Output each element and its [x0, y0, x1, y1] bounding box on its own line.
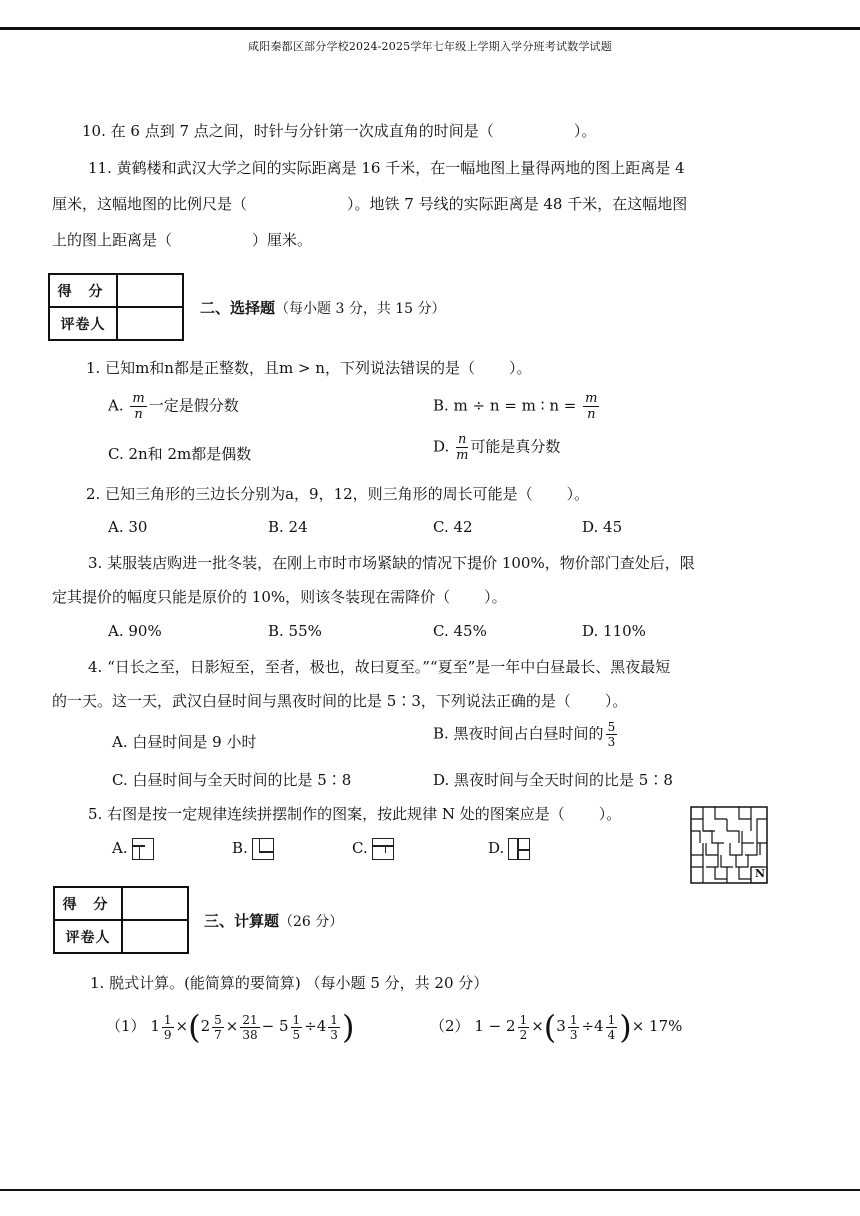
whole: 4: [316, 1017, 327, 1035]
numerator: 1: [607, 1012, 616, 1027]
mc-q5-option-d[interactable]: [488, 838, 530, 860]
mc-q4-option-b[interactable]: [433, 721, 619, 748]
mc-q3-option-b[interactable]: B. 55%: [268, 622, 322, 640]
denominator: n: [587, 407, 596, 422]
fraction: [583, 392, 599, 421]
q11-text-c: 上的图上距离是（: [52, 231, 173, 249]
section3-note: （26 分）: [279, 914, 344, 930]
tile-pattern-b-icon: [252, 838, 274, 860]
numerator: 1: [163, 1012, 172, 1027]
mc-q5-option-b[interactable]: [232, 838, 274, 860]
fraction: [240, 1014, 259, 1041]
operator: ÷: [581, 1017, 595, 1035]
mc-q1-text: 1. 已知m和n都是正整数，且m > n，下列说法错误的是（: [86, 359, 475, 377]
mc-q1-option-b[interactable]: [433, 392, 601, 421]
mc-q3-option-d[interactable]: D. 110%: [582, 622, 646, 640]
mc-q3-option-c[interactable]: C. 45%: [433, 622, 487, 640]
mc-q4-text: 的一天。这一天，武汉白昼时间与黑夜时间的比是 5∶3，下列说法正确的是（: [52, 692, 571, 710]
mc-q5-text: 5. 右图是按一定规律连续拼摆制作的图案，按此规律 N 处的图案应是（: [88, 805, 565, 823]
grader-cell[interactable]: [117, 307, 183, 340]
numerator: m: [132, 391, 145, 406]
denominator: 9: [163, 1027, 172, 1042]
denominator: n: [134, 407, 143, 422]
fraction: [568, 1014, 580, 1041]
question-11-line3: [52, 229, 312, 250]
mc-q5-option-a[interactable]: [112, 838, 154, 860]
score-cell[interactable]: [117, 274, 183, 307]
denominator: 3: [607, 735, 616, 749]
denominator: 38: [242, 1027, 258, 1042]
fraction: [328, 1014, 340, 1041]
mc-q5-stem: [88, 803, 621, 824]
q11-text-d: ）厘米。: [252, 231, 313, 249]
problem-label: （2）: [430, 1017, 470, 1035]
section2-heading: 二、选择题: [200, 299, 276, 317]
tile-pattern-d-icon: [508, 838, 530, 860]
operator: ×: [175, 1017, 189, 1035]
mc-q3-line1: 3. 某服装店购进一批冬装，在刚上市时市场紧缺的情况下提价 100%，物价部门查处后，限: [88, 554, 695, 572]
section3-score-box: [53, 886, 189, 954]
fraction: [518, 1014, 530, 1041]
problem-label: （1）: [106, 1017, 146, 1035]
operator: −: [261, 1017, 275, 1035]
mc-q4-option-d[interactable]: D. 黑夜时间与全天时间的比是 5∶8: [433, 771, 673, 789]
denominator: 3: [569, 1027, 578, 1042]
option-label: C.: [352, 839, 368, 857]
calc-problem-1: [106, 1008, 354, 1046]
right-paren: ): [341, 1008, 355, 1046]
numerator: n: [458, 432, 467, 447]
whole: 4: [594, 1017, 604, 1035]
mc-q3-option-a[interactable]: A. 90%: [108, 622, 162, 640]
mc-q4-line1: 4. “日长之至，日影短至，至者，极也，故曰夏至。”“夏至”是一年中白昼最长、黑夜最短: [88, 658, 671, 676]
denominator: 5: [292, 1027, 301, 1042]
operator: −: [488, 1017, 502, 1035]
option-text: B. 黑夜时间占白昼时间的: [433, 724, 604, 743]
grader-label: 评卷人: [49, 307, 117, 340]
calc-q1-instructions: 1. 脱式计算。(能简算的要简算) （每小题 5 分，共 20 分）: [90, 974, 489, 992]
mc-q2-option-b[interactable]: B. 24: [268, 518, 308, 536]
page-header: 咸阳秦都区部分学校2024-2025学年七年级上学期入学分班考试数学试题: [248, 40, 612, 53]
fraction: [212, 1014, 224, 1041]
grader-cell[interactable]: [122, 920, 188, 953]
option-text: 一定是假分数: [148, 396, 239, 415]
mc-q1-end: ）。: [508, 359, 532, 377]
numerator: 5: [214, 1012, 222, 1027]
mc-q4-end: ）。: [604, 692, 628, 710]
denominator: 2: [519, 1027, 528, 1042]
denominator: 3: [330, 1027, 338, 1042]
right-paren: ): [619, 1008, 632, 1046]
option-text: 可能是真分数: [470, 437, 561, 456]
mc-q5-end: ）。: [598, 805, 622, 823]
mc-q3-line2: [52, 586, 507, 607]
operator: ×: [225, 1017, 239, 1035]
top-rule: [0, 27, 860, 30]
q10-text: 在 6 点到 7 点之间，时针与分针第一次成直角的时间是（: [110, 122, 494, 140]
question-11-line1: 11. 黄鹤楼和武汉大学之间的实际距离是 16 千米，在一幅地图上量得两地的图上距离是 4: [88, 159, 685, 177]
tile-pattern-c-icon: [372, 838, 394, 860]
mc-q1-option-c[interactable]: C. 2n和 2m都是偶数: [108, 445, 252, 463]
fraction: [162, 1014, 174, 1041]
numerator: m: [585, 391, 598, 406]
tile-pattern-a-icon: [132, 838, 154, 860]
numerator: 1: [519, 1012, 528, 1027]
section2-title: [200, 297, 446, 318]
mc-q2-option-c[interactable]: C. 42: [433, 518, 473, 536]
mc-q1-stem: [86, 357, 531, 378]
mc-q1-option-d[interactable]: [433, 433, 560, 462]
section2-note: （每小题 3 分，共 15 分）: [275, 301, 446, 317]
option-text: B. m ÷ n = m ∶ n =: [433, 396, 577, 415]
q10-number: 10.: [82, 122, 106, 140]
mc-q2-option-d[interactable]: D. 45: [582, 518, 623, 536]
whole: 3: [556, 1017, 566, 1035]
whole: 2: [506, 1017, 516, 1035]
left-paren: (: [188, 1008, 201, 1046]
fraction: [130, 392, 146, 421]
mc-q2-stem: [86, 483, 589, 504]
q11-text-a: 厘米，这幅地图的比例尺是（: [52, 195, 248, 213]
operator: × 17%: [631, 1017, 683, 1035]
score-cell[interactable]: [122, 887, 188, 920]
mc-q4-option-c[interactable]: C. 白昼时间与全天时间的比是 5∶8: [112, 771, 352, 789]
mc-q2-end: ）。: [566, 485, 590, 503]
q11-text-b: ）。地铁 7 号线的实际距离是 48 千米，在这幅地图: [347, 195, 688, 213]
whole: 2: [200, 1017, 211, 1035]
score-label: 得 分: [49, 274, 117, 307]
section3-title: [204, 910, 343, 931]
option-label: A.: [108, 396, 124, 415]
numerator: 1: [292, 1012, 301, 1027]
numerator: 1: [569, 1012, 578, 1027]
operator: ×: [531, 1017, 544, 1035]
section3-heading: 三、计算题: [204, 912, 280, 930]
mc-q1-option-a[interactable]: [108, 392, 239, 421]
fraction: [291, 1014, 303, 1041]
grader-label: 评卷人: [54, 920, 122, 953]
question-11-line2: [52, 193, 687, 214]
mc-q4-option-a[interactable]: A. 白昼时间是 9 小时: [112, 733, 257, 751]
mc-q4-line2: [52, 690, 627, 711]
bottom-rule: [0, 1189, 860, 1191]
fraction: [606, 1014, 618, 1041]
whole: 1: [474, 1017, 484, 1035]
denominator: 7: [214, 1027, 222, 1042]
mc-q3-text: 定其提价的幅度只能是原价的 10%，则该冬装现在需降价（: [52, 588, 451, 606]
option-label: B.: [232, 839, 248, 857]
mc-q2-text: 2. 已知三角形的三边长分别为a，9，12，则三角形的周长可能是（: [86, 485, 533, 503]
fraction: [606, 721, 618, 748]
question-10: [82, 120, 596, 141]
numerator: 1: [330, 1012, 338, 1027]
maze-n-label: N: [755, 867, 766, 880]
whole: 1: [150, 1017, 160, 1035]
option-label: D.: [488, 839, 505, 857]
calc-problem-2: [430, 1008, 682, 1046]
score-label: 得 分: [54, 887, 122, 920]
denominator: m: [456, 448, 469, 463]
operator: ÷: [304, 1017, 317, 1035]
denominator: 4: [607, 1027, 616, 1042]
whole: 5: [278, 1017, 289, 1035]
numerator: 21: [242, 1012, 258, 1027]
mc-q5-option-c[interactable]: [352, 838, 394, 860]
section2-score-box: [48, 273, 184, 341]
left-paren: (: [543, 1008, 557, 1046]
numerator: 5: [607, 720, 616, 734]
option-label: D.: [433, 437, 450, 456]
mc-q2-option-a[interactable]: A. 30: [108, 518, 148, 536]
fraction: [456, 433, 468, 462]
mc-q3-end: ）。: [484, 588, 507, 606]
q10-end: ）。: [573, 122, 597, 140]
option-label: A.: [112, 839, 128, 857]
